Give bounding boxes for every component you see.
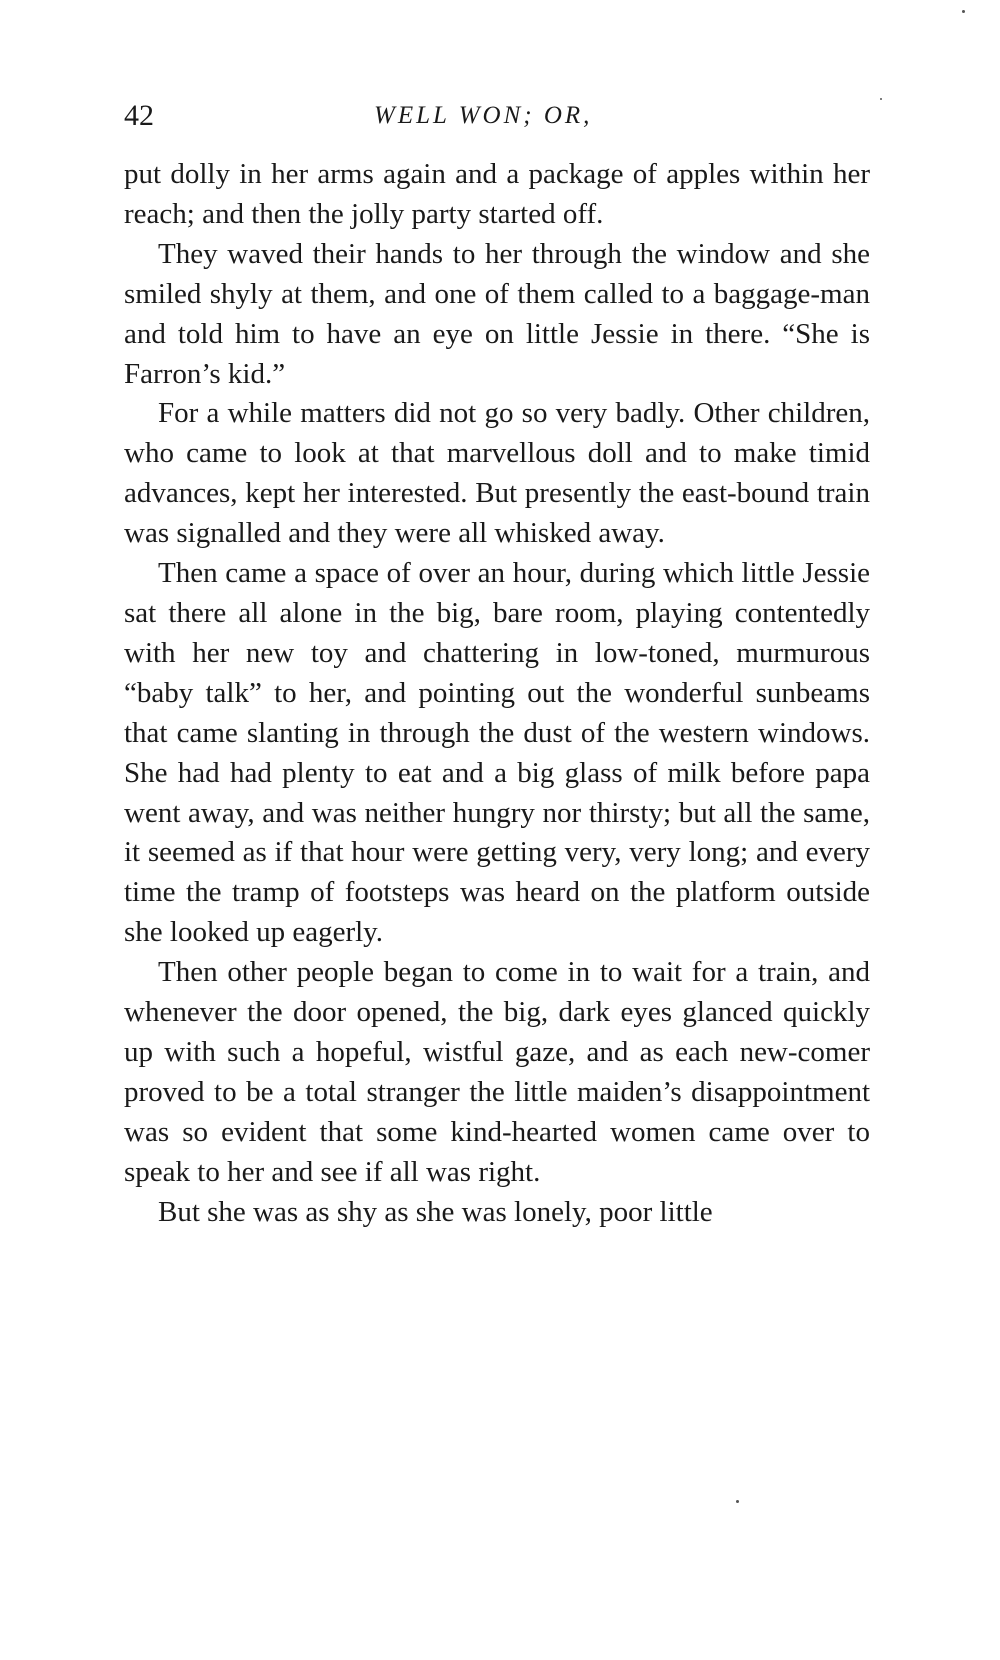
scan-speck: [880, 98, 882, 100]
scan-speck: [962, 10, 965, 13]
paragraph: Then came a space of over an hour, during which little Jessie sat there all alone in the big, bare room, playing contentedly with her new toy and chattering in low-toned, murmurous “baby talk” to her, and pointing out the wonderful sunbeams that came slanting in through the dust of the western windows. She had had plenty to eat and a big glass of milk before papa went away, and was neither hungry nor thirsty; but all the same, it seemed as if that hour were getting very, very long; and every time the tramp of footsteps was heard on the platform outside she looked up eagerly.: [124, 557, 870, 949]
paragraph-continued: put dolly in her arms again and a package of apples within her reach; and then the jolly party started off.: [124, 158, 870, 230]
running-head: [124, 96, 870, 136]
paragraph-last: But she was as shy as she was lonely, poor little: [158, 1195, 713, 1228]
body-text: [124, 155, 870, 1232]
paragraph: They waved their hands to her through the window and she smiled shyly at them, and one of them called to a baggage-man and told him to have an eye on little Jessie in there. “She is Farron’s kid.”: [124, 237, 870, 390]
page-number: 42: [124, 99, 154, 132]
running-title: WELL WON; OR,: [374, 102, 593, 129]
paragraph: For a while matters did not go so very badly. Other children, who came to look at that marvellous doll and to make timid advances, kept her interested. But presently the east-bound train was signalled and they were all whisked away.: [124, 397, 870, 550]
paragraph: Then other people began to come in to wait for a train, and whenever the door opened, the big, dark eyes glanced quickly up with such a hopeful, wistful gaze, and as each new-comer proved to be a total stranger the little maiden’s disappointment was so evident that some kind-hearted women came over to speak to her and see if all was right.: [124, 956, 870, 1188]
scan-speck: [736, 1500, 739, 1503]
